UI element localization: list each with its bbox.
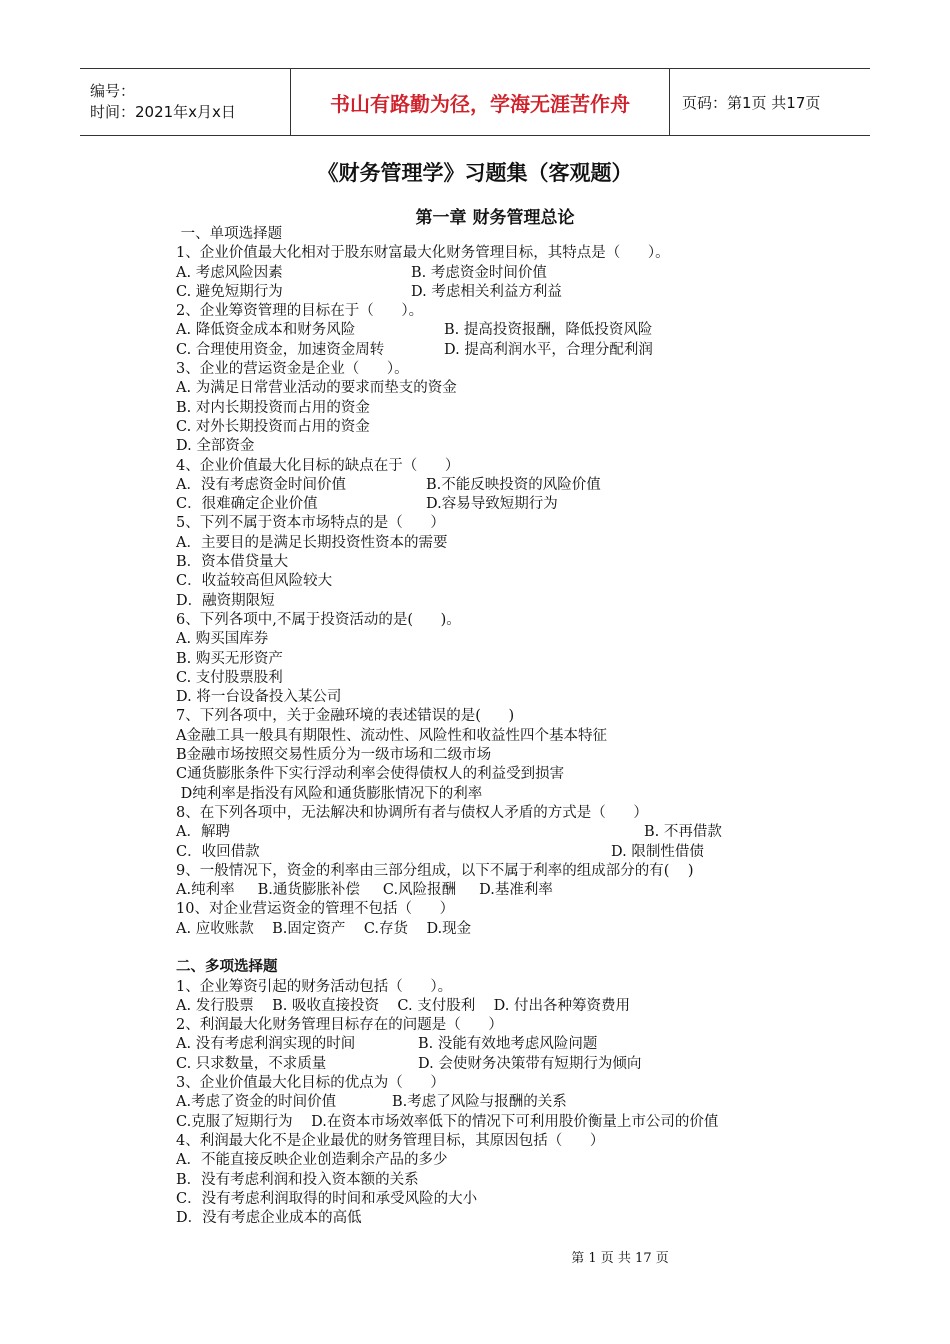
text-line: A. 为满足日常营业活动的要求而垫支的资金 [176, 380, 457, 397]
option-row [176, 1055, 816, 1074]
text-line: C. 支付股票股利 [176, 669, 283, 686]
text-line: D．融资期限短 [176, 592, 275, 609]
option-row [176, 341, 816, 360]
question-body [176, 225, 816, 1228]
text-line: D．没有考虑企业成本的高低 [176, 1210, 362, 1227]
option-row [176, 843, 816, 862]
text-line: 4、企业价值最大化目标的缺点在于（ ） [176, 457, 460, 474]
text-line: A．不能直接反映企业创造剩余产品的多少 [176, 1152, 448, 1169]
page-header [80, 68, 870, 136]
text-line: D. 全部资金 [176, 438, 255, 455]
text-line: A.纯利率 B.通货膨胀补偿 C.风险报酬 D.基准利率 [176, 882, 553, 899]
text-line: 一、单项选择题 [176, 226, 283, 242]
text-line: 2、企业筹资管理的目标在于（ ）。 [176, 303, 424, 320]
option-text: A．解聘 [176, 824, 230, 841]
text-line: 7、下列各项中，关于金融环境的表述错误的是( ) [176, 708, 515, 725]
text-line: 9、一般情况下，资金的利率由三部分组成，以下不属于利率的组成部分的有( ) [176, 862, 694, 879]
text-line: C通货膨胀条件下实行浮动利率会使得债权人的利益受到损害 [176, 766, 565, 783]
option-row [176, 321, 816, 340]
option-row [176, 476, 816, 495]
option-text: B. 考虑资金时间价值 [411, 264, 547, 281]
text-line: B金融市场按照交易性质分为一级市场和二级市场 [176, 747, 492, 764]
header-meta [80, 69, 290, 135]
text-line: D. 将一台设备投入某公司 [176, 689, 342, 706]
option-text: A. 没有考虑利润实现的时间 [176, 1036, 356, 1053]
text-line: 2、利润最大化财务管理目标存在的问题是（ ） [176, 1017, 503, 1034]
option-text: C．很难确定企业价值 [176, 496, 318, 513]
option-text: D. 考虑相关利益方利益 [411, 283, 562, 300]
option-text: A. 考虑风险因素 [176, 264, 283, 281]
option-text: D. 限制性借债 [611, 843, 704, 860]
text-line: B．资本借贷量大 [176, 554, 289, 571]
text-line: A. 发行股票 B. 吸收直接投资 C. 支付股利 D. 付出各种筹资费用 [176, 997, 630, 1014]
option-text: D. 提高利润水平，合理分配利润 [444, 341, 653, 358]
text-line: C. 对外长期投资而占用的资金 [176, 418, 370, 435]
option-text: B.不能反映投资的风险价值 [426, 476, 601, 493]
page-footer: 第 1 页 共 17 页 [571, 1251, 669, 1266]
option-row [176, 1093, 816, 1112]
option-text: A. 降低资金成本和财务风险 [176, 322, 356, 339]
text-line: D纯利率是指没有风险和通货膨胀情况下的利率 [176, 785, 483, 802]
serial-label: 编号： [90, 82, 136, 100]
option-text: C. 避免短期行为 [176, 283, 283, 300]
text-line: A. 购买国库券 [176, 631, 269, 648]
text-line: 8、在下列各项中，无法解决和协调所有者与债权人矛盾的方式是（ ） [176, 804, 648, 821]
option-text: A.考虑了资金的时间价值 [176, 1094, 337, 1111]
text-line: A．主要目的是满足长期投资性资本的需要 [176, 534, 448, 551]
text-line: A. 应收账款 B.固定资产 C.存货 D.现金 [176, 920, 472, 937]
option-text: A．没有考虑资金时间价值 [176, 476, 346, 493]
text-line: 1、企业价值最大化相对于股东财富最大化财务管理目标，其特点是（ ）。 [176, 245, 670, 262]
chapter-heading: 第一章 财务管理总论 [415, 208, 575, 228]
option-text: C．收回借款 [176, 843, 260, 860]
blank-line [176, 939, 816, 958]
text-line: B．没有考虑利润和投入资本额的关系 [176, 1171, 419, 1188]
option-row [176, 1035, 816, 1054]
option-row [176, 283, 816, 302]
text-line: C．没有考虑利润取得的时间和承受风险的大小 [176, 1190, 478, 1207]
text-line: 1、企业筹资引起的财务活动包括（ ）。 [176, 978, 453, 995]
option-row [176, 495, 816, 514]
time-label: 时间：2021年x月x日 [90, 103, 236, 121]
text-line: B. 对内长期投资而占用的资金 [176, 399, 370, 416]
option-text: B. 没能有效地考虑风险问题 [418, 1036, 598, 1053]
text-line: 3、企业的营运资金是企业（ ）。 [176, 361, 409, 378]
option-text: C. 只求数量，不求质量 [176, 1055, 327, 1072]
option-text: B. 不再借款 [644, 824, 722, 841]
document-title: 《财务管理学》习题集（客观题） [317, 161, 633, 185]
text-line: 4、利润最大化不是企业最优的财务管理目标，其原因包括（ ） [176, 1132, 605, 1149]
option-row [176, 823, 816, 842]
text-line: 10、对企业营运资金的管理不包括（ ） [176, 901, 455, 918]
option-text: B. 提高投资报酬，降低投资风险 [444, 322, 653, 339]
text-line: C．收益较高但风险较大 [176, 573, 333, 590]
option-row [176, 264, 816, 283]
option-text: C. 合理使用资金，加速资金周转 [176, 341, 385, 358]
option-text: B.考虑了风险与报酬的关系 [392, 1094, 567, 1111]
header-motto: 书山有路勤为径，学海无涯苦作舟 [290, 69, 670, 135]
option-text: D.容易导致短期行为 [426, 496, 558, 513]
header-page-info: 页码：第1页 共17页 [682, 93, 821, 112]
section-heading: 二、多项选择题 [176, 959, 278, 976]
text-line: 3、企业价值最大化目标的优点为（ ） [176, 1075, 445, 1092]
text-line: B. 购买无形资产 [176, 650, 283, 667]
text-line: 5、下列不属于资本市场特点的是（ ） [176, 515, 445, 532]
option-text: D. 会使财务决策带有短期行为倾向 [418, 1055, 642, 1072]
text-line: A金融工具一般具有期限性、流动性、风险性和收益性四个基本特征 [176, 727, 607, 744]
text-line: 6、下列各项中,不属于投资活动的是( )。 [176, 611, 461, 628]
text-line: C.克服了短期行为 D.在资本市场效率低下的情况下可利用股价衡量上市公司的价值 [176, 1113, 719, 1130]
